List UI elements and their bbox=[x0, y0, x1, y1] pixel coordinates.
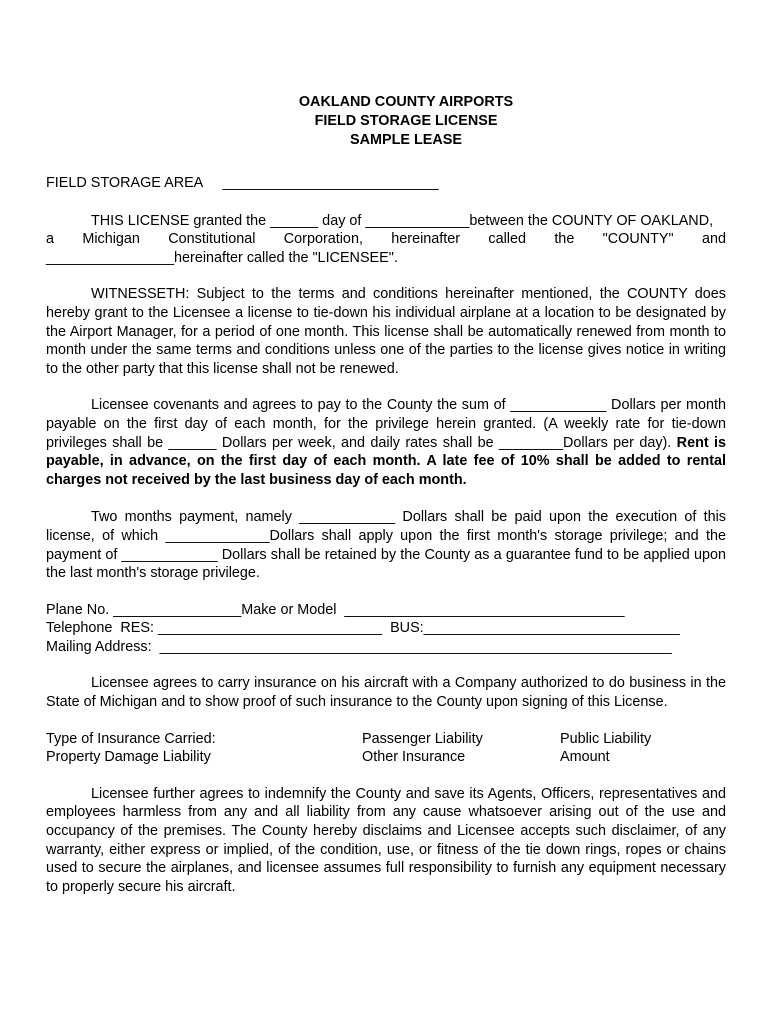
header-line-1: OAKLAND COUNTY AIRPORTS bbox=[298, 94, 514, 110]
field-storage-area-line: FIELD STORAGE AREA ___________________________ bbox=[46, 175, 439, 191]
header-line-3: SAMPLE LEASE bbox=[350, 132, 462, 148]
insurance-row bbox=[46, 748, 726, 767]
mailing-address-line: Mailing Address: ________________________________________________________________ bbox=[46, 638, 672, 655]
license-line-1: THIS LICENSE granted the ______ day of _____________between the COUNTY OF OAKLAND, bbox=[91, 212, 714, 229]
license-word: "COUNTY" bbox=[602, 231, 674, 248]
license-word: Corporation, bbox=[283, 231, 363, 248]
license-word: a bbox=[46, 231, 55, 248]
insurance-cell: Amount bbox=[560, 749, 610, 766]
rent-due-notice: Rent is payable, in advance, on the first day of each month. A late fee of 10% shall be added to rental charges not received by the last business day of each month. bbox=[46, 434, 727, 488]
insurance-cell: Passenger Liability bbox=[362, 730, 483, 747]
covenants-paragraph bbox=[46, 396, 726, 489]
witnesseth-paragraph: WITNESSETH: Subject to the terms and conditions hereinafter mentioned, the COUNTY does hereby grant to the Licensee a license to tie-down his individual airplane at a location to be designated by the Airport Manager, for a period of one month. This license shall be automatically renewed from month to month under the same terms and conditions unless one of the parties to the license gives notice in writing to the other party that this license shall not be renewed. bbox=[46, 286, 726, 377]
license-word: hereinafter bbox=[391, 231, 461, 248]
plane-number-line: Plane No. ________________Make or Model ___________________________________ bbox=[46, 601, 625, 618]
two-months-paragraph: Two months payment, namely ____________ Dollars shall be paid upon the execution of this license, of which _____________Dollars shall apply upon the first month's storage privilege; and the payment of ____________ Dollars shall be retained by the County as a guarantee fund to be applied upon the last month's storage privilege. bbox=[46, 509, 726, 582]
plane-info-block bbox=[46, 601, 726, 657]
document-header bbox=[86, 93, 726, 150]
license-line-3: ________________hereinafter called the "LICENSEE". bbox=[46, 249, 398, 266]
insurance-table bbox=[46, 730, 726, 767]
license-word: called bbox=[488, 231, 526, 248]
telephone-line: Telephone RES: ____________________________ BUS:________________________________ bbox=[46, 620, 680, 637]
license-paragraph bbox=[46, 212, 726, 268]
license-word: and bbox=[701, 231, 726, 248]
insurance-paragraph: Licensee agrees to carry insurance on his aircraft with a Company authorized to do business in the State of Michigan and to show proof of such insurance to the County upon signing of this License. bbox=[46, 675, 726, 711]
license-word: the bbox=[554, 231, 575, 248]
license-line-2 bbox=[46, 230, 726, 249]
insurance-cell: Public Liability bbox=[560, 730, 652, 747]
license-word: Constitutional bbox=[168, 231, 256, 248]
insurance-cell: Property Damage Liability bbox=[46, 749, 211, 766]
covenants-text: Licensee covenants and agrees to pay to the County the sum of ____________ Dollars per month payable on the first day of each month, for the privilege herein granted. (A weekly rate for tie-down privileges shall be ______ Dollars per week, and daily rates shall be ________Dollars per day). bbox=[46, 397, 726, 451]
insurance-row bbox=[46, 730, 726, 749]
insurance-cell: Other Insurance bbox=[362, 749, 466, 766]
license-word: Michigan bbox=[82, 231, 140, 248]
document-page bbox=[46, 93, 726, 896]
header-line-2: FIELD STORAGE LICENSE bbox=[314, 113, 498, 129]
insurance-cell: Type of Insurance Carried: bbox=[46, 730, 216, 747]
indemnify-paragraph: Licensee further agrees to indemnify the County and save its Agents, Officers, representatives and employees harmless from any and all liability from any cause whatsoever arising out of the use and occupancy of the premises. The County hereby disclaims and Licensee accepts such disclaimer, of any warranty, either express or implied, of the condition, use, or fitness of the tie down rings, ropes or chains used to secure the airplanes, and licensee assumes full responsibility to furnish any equipment necessary to properly secure his aircraft. bbox=[46, 785, 726, 895]
